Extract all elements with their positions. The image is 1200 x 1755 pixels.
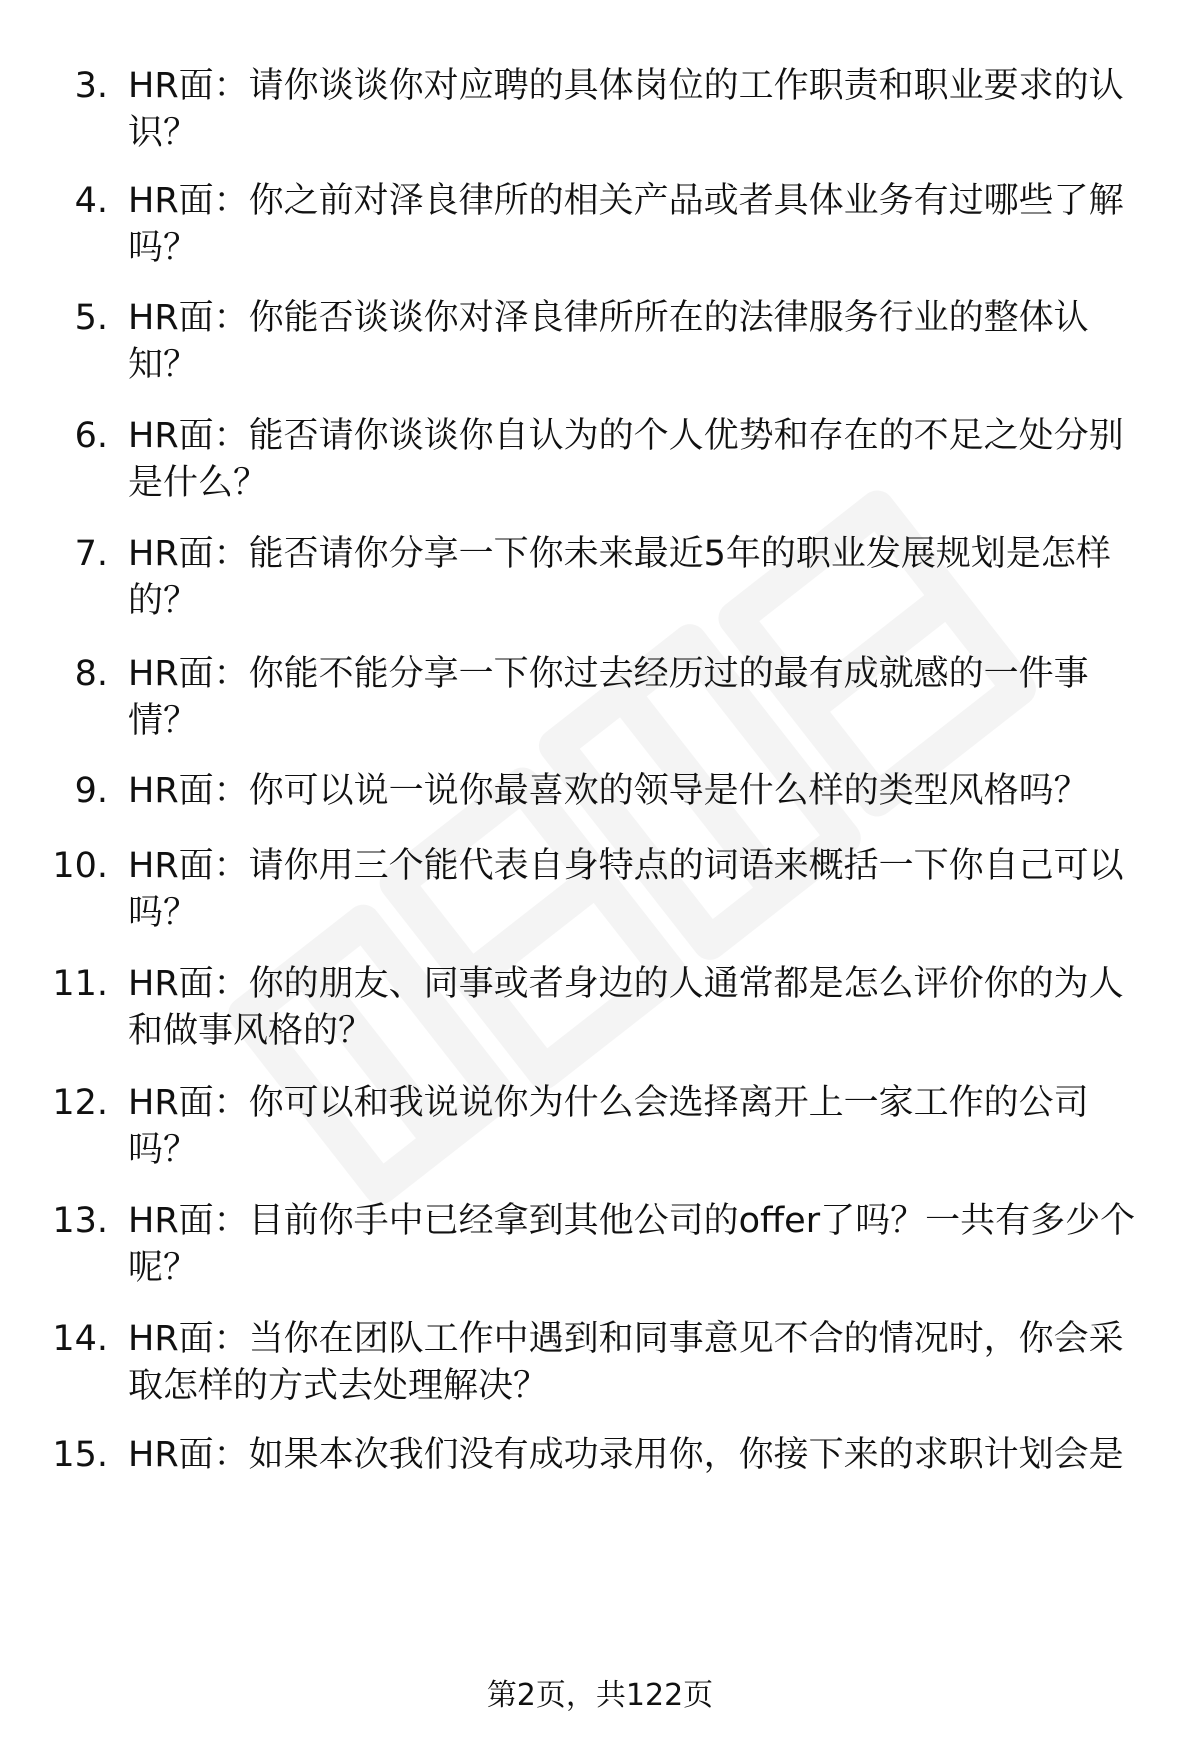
item-number: 11.	[52, 964, 108, 1004]
item-number: 6.	[74, 416, 108, 456]
item-number: 9.	[74, 771, 108, 811]
item-text: HR面：你可以说一说你最喜欢的领导是什么样的类型风格吗？	[128, 771, 1089, 811]
list-item	[0, 1198, 1200, 1308]
item-number: 10.	[52, 846, 108, 886]
list-item	[0, 1080, 1200, 1190]
item-number: 3.	[74, 66, 108, 106]
list-item	[0, 178, 1200, 288]
item-text: HR面：你之前对泽良律所的相关产品或者具体业务有过哪些了解吗？	[128, 181, 1124, 268]
item-text: HR面：请你谈谈你对应聘的具体岗位的工作职责和职业要求的认识？	[128, 66, 1124, 153]
list-item	[0, 295, 1200, 405]
list-item	[0, 1432, 1200, 1542]
item-number: 5.	[74, 298, 108, 338]
item-text: HR面：请你用三个能代表自身特点的词语来概括一下你自己可以吗？	[128, 846, 1124, 933]
list-item	[0, 63, 1200, 173]
list-item	[0, 531, 1200, 641]
item-number: 14.	[52, 1319, 108, 1359]
item-number: 4.	[74, 181, 108, 221]
item-text: HR面：你能不能分享一下你过去经历过的最有成就感的一件事情？	[128, 654, 1089, 741]
item-number: 12.	[52, 1083, 108, 1123]
item-number: 13.	[52, 1201, 108, 1241]
list-item	[0, 651, 1200, 761]
item-text: HR面：能否请你分享一下你未来最近5年的职业发展规划是怎样的？	[128, 534, 1111, 621]
list-item	[0, 413, 1200, 523]
item-number: 7.	[74, 534, 108, 574]
list-item	[0, 1316, 1200, 1426]
list-item	[0, 961, 1200, 1071]
item-text: HR面：你能否谈谈你对泽良律所所在的法律服务行业的整体认知？	[128, 298, 1089, 385]
item-text: HR面：目前你手中已经拿到其他公司的offer了吗？一共有多少个呢？	[128, 1201, 1136, 1288]
item-text: HR面：当你在团队工作中遇到和同事意见不合的情况时，你会采取怎样的方式去处理解决？	[128, 1319, 1124, 1406]
page-footer: 第2页，共122页	[486, 1678, 714, 1713]
item-number: 8.	[74, 654, 108, 694]
item-text: HR面：能否请你谈谈你自认为的个人优势和存在的不足之处分别是什么？	[128, 416, 1124, 503]
item-text: HR面：如果本次我们没有成功录用你，你接下来的求职计划会是	[128, 1435, 1124, 1475]
list-item	[0, 843, 1200, 953]
item-text: HR面：你可以和我说说你为什么会选择离开上一家工作的公司吗？	[128, 1083, 1089, 1170]
item-text: HR面：你的朋友、同事或者身边的人通常都是怎么评价你的为人和做事风格的？	[128, 964, 1124, 1051]
item-number: 15.	[52, 1435, 108, 1475]
